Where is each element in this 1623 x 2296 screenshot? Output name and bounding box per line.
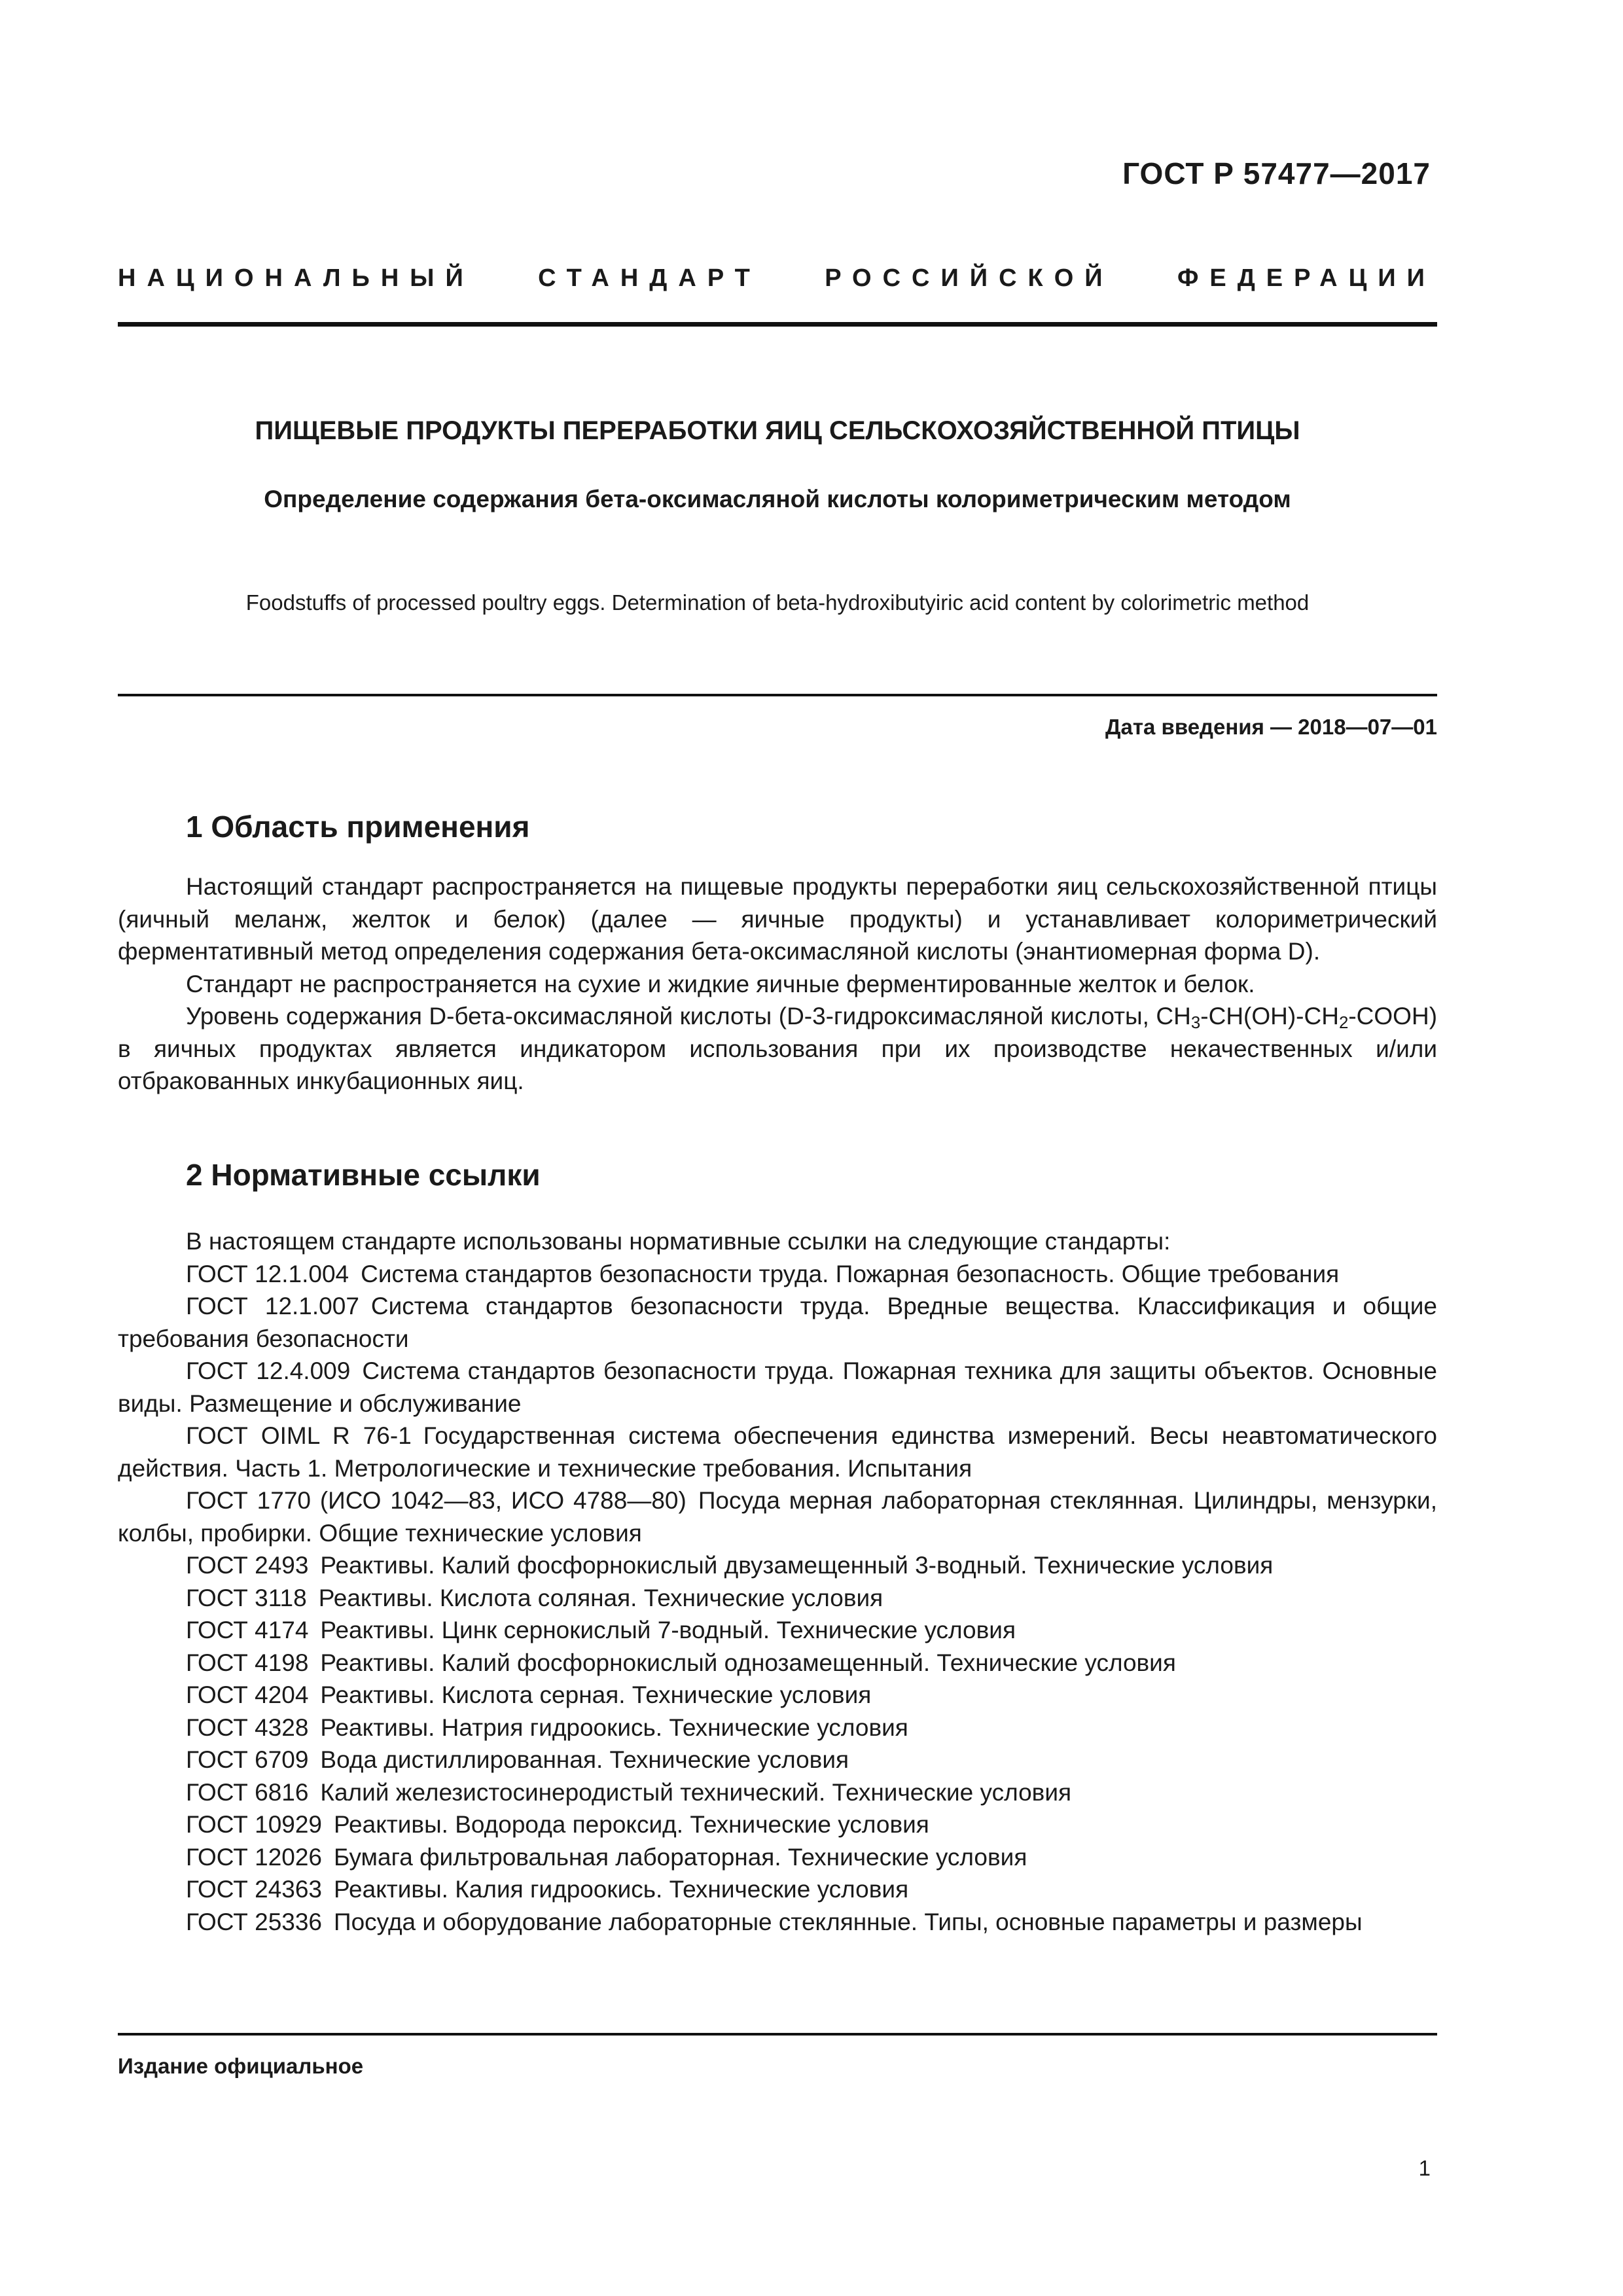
- standard-number: ГОСТ Р 57477—2017: [1122, 156, 1431, 190]
- introduction-date: Дата введения — 2018—07—01: [1105, 715, 1437, 739]
- reference-title: Вода дистиллированная. Технические условия: [320, 1746, 849, 1773]
- page-number: 1: [1418, 2156, 1431, 2180]
- section-2-intro: В настоящем стандарте использованы нормативные ссылки на следующие стандарты:: [186, 1228, 1171, 1255]
- reference-item: [118, 1744, 1437, 1776]
- reference-item: [118, 1906, 1437, 1939]
- reference-title: Посуда и оборудование лабораторные стеклянные. Типы, основные параметры и размеры: [334, 1908, 1363, 1935]
- section-2-heading: 2 Нормативные ссылки: [186, 1158, 541, 1192]
- national-standard-word: ФЕДЕРАЦИИ: [1177, 264, 1436, 292]
- reference-title: Реактивы. Калий фосфорнокислый однозамещенный. Технические условия: [320, 1649, 1176, 1676]
- reference-title: Реактивы. Калия гидроокись. Технические условия: [334, 1876, 909, 1903]
- document-title: ПИЩЕВЫЕ ПРОДУКТЫ ПЕРЕРАБОТКИ ЯИЦ СЕЛЬСКОХОЗЯЙСТВЕННОЙ ПТИЦЫ: [255, 416, 1300, 445]
- national-standard-heading: [118, 264, 1436, 293]
- section-2-body: [118, 1225, 1437, 1938]
- reference-title: Система стандартов безопасности труда. Вредные вещества. Классификация и общие требования безопасности: [118, 1293, 1438, 1352]
- references-list: [118, 1258, 1437, 1939]
- formula-subscript: 2: [1338, 1014, 1349, 1032]
- section-1-body: [118, 870, 1437, 1098]
- paragraph-text: ) в яичных продуктах является индикатором использования при их производстве некачественных и/или отбракованных инкубационных яиц.: [118, 1003, 1438, 1094]
- reference-title: Система стандартов безопасности труда. Пожарная техника для защиты объектов. Основные виды. Размещение и обслуживание: [118, 1357, 1437, 1417]
- document-title-english: Foodstuffs of processed poultry eggs. Determination of beta-hydroxibutyiric acid content by colorimetric method: [245, 590, 1310, 615]
- reference-item: [118, 1355, 1437, 1420]
- reference-code: ГОСТ 12026: [186, 1843, 322, 1871]
- reference-item: [118, 1582, 1437, 1615]
- reference-code: ГОСТ 1770 (ИСО 1042—83, ИСО 4788—80): [186, 1487, 687, 1514]
- reference-code: ГОСТ 12.4.009: [186, 1357, 351, 1384]
- section-1-paragraph-formula: [118, 1000, 1437, 1098]
- formula-subscript: 3: [1190, 1014, 1201, 1032]
- section-1-paragraph: Настоящий стандарт распространяется на пищевые продукты переработки яиц сельскохозяйственной птицы (яичный меланж, желток и белок) (далее — яичные продукты) и устанавливает колориметрический ферментативный метод определения содержания бета-оксимасляной кислоты (энантиомерная форма D).: [118, 873, 1437, 965]
- reference-item: [118, 1258, 1437, 1291]
- reference-item: [118, 1841, 1437, 1874]
- reference-code: ГОСТ 2493: [186, 1552, 309, 1579]
- reference-item: [118, 1484, 1437, 1549]
- formula-part: CH: [1156, 1003, 1191, 1030]
- reference-title: Посуда мерная лабораторная стеклянная. Цилиндры, мензурки, колбы, пробирки. Общие технические условия: [118, 1487, 1437, 1547]
- reference-item: [118, 1647, 1437, 1679]
- title-divider: [118, 694, 1437, 696]
- reference-code: ГОСТ 4198: [186, 1649, 309, 1676]
- national-standard-word: НАЦИОНАЛЬНЫЙ: [118, 264, 474, 292]
- reference-code: ГОСТ 3118: [186, 1584, 307, 1611]
- national-standard-word: РОССИЙСКОЙ: [825, 264, 1114, 292]
- reference-code: ГОСТ 12.1.004: [186, 1260, 349, 1287]
- reference-code: ГОСТ 4174: [186, 1617, 309, 1643]
- footer-divider: [118, 2033, 1437, 2036]
- document-subtitle: Определение содержания бета-оксимасляной кислоты колориметрическим методом: [264, 486, 1291, 512]
- reference-title: Система стандартов безопасности труда. Пожарная безопасность. Общие требования: [361, 1260, 1340, 1287]
- formula-part: -CH(OH)-CH: [1200, 1003, 1339, 1030]
- paragraph-text: Уровень содержания D-бета-оксимасляной кислоты (D-3-гидроксимасляной кислоты,: [186, 1003, 1149, 1030]
- reference-code: ГОСТ OIML R 76-1: [186, 1422, 412, 1449]
- reference-code: ГОСТ 24363: [186, 1876, 322, 1903]
- reference-title: Реактивы. Кислота соляная. Технические условия: [318, 1584, 883, 1611]
- reference-title: Реактивы. Кислота серная. Технические условия: [320, 1681, 872, 1708]
- national-standard-word: СТАНДАРТ: [538, 264, 761, 292]
- reference-item: [118, 1808, 1437, 1841]
- reference-item: [118, 1290, 1437, 1355]
- header-divider: [118, 322, 1437, 327]
- reference-item: [118, 1614, 1437, 1647]
- reference-code: ГОСТ 4328: [186, 1713, 309, 1741]
- reference-title: Государственная система обеспечения единства измерений. Весы неавтоматического действия. Часть 1. Метрологические и технические требования. Испытания: [118, 1422, 1438, 1482]
- reference-title: Реактивы. Цинк сернокислый 7-водный. Технические условия: [320, 1617, 1016, 1643]
- reference-item: [118, 1679, 1437, 1712]
- reference-title: Калий железистосинеродистый технический. Технические условия: [320, 1778, 1072, 1806]
- reference-item: [118, 1873, 1437, 1906]
- reference-code: ГОСТ 25336: [186, 1908, 322, 1935]
- reference-title: Реактивы. Натрия гидроокись. Технические условия: [320, 1713, 908, 1741]
- section-1-paragraph: Стандарт не распространяется на сухие и жидкие яичные ферментированные желток и белок.: [186, 970, 1255, 997]
- official-edition-label: Издание официальное: [118, 2054, 364, 2078]
- reference-item: [118, 1776, 1437, 1809]
- reference-item: [118, 1712, 1437, 1744]
- reference-title: Реактивы. Водорода пероксид. Технические условия: [334, 1811, 929, 1838]
- reference-item: [118, 1420, 1437, 1484]
- reference-code: ГОСТ 6816: [186, 1778, 309, 1806]
- section-1-heading: 1 Область применения: [186, 810, 530, 844]
- reference-code: ГОСТ 12.1.007: [186, 1293, 359, 1319]
- reference-item: [118, 1549, 1437, 1582]
- reference-title: Бумага фильтровальная лабораторная. Технические условия: [334, 1843, 1027, 1871]
- reference-code: ГОСТ 10929: [186, 1811, 322, 1838]
- formula-part: -COOH: [1348, 1003, 1429, 1030]
- chemical-formula: [1156, 1003, 1429, 1030]
- reference-code: ГОСТ 4204: [186, 1681, 309, 1708]
- reference-title: Реактивы. Калий фосфорнокислый двузамещенный 3-водный. Технические условия: [320, 1552, 1274, 1579]
- reference-code: ГОСТ 6709: [186, 1746, 309, 1773]
